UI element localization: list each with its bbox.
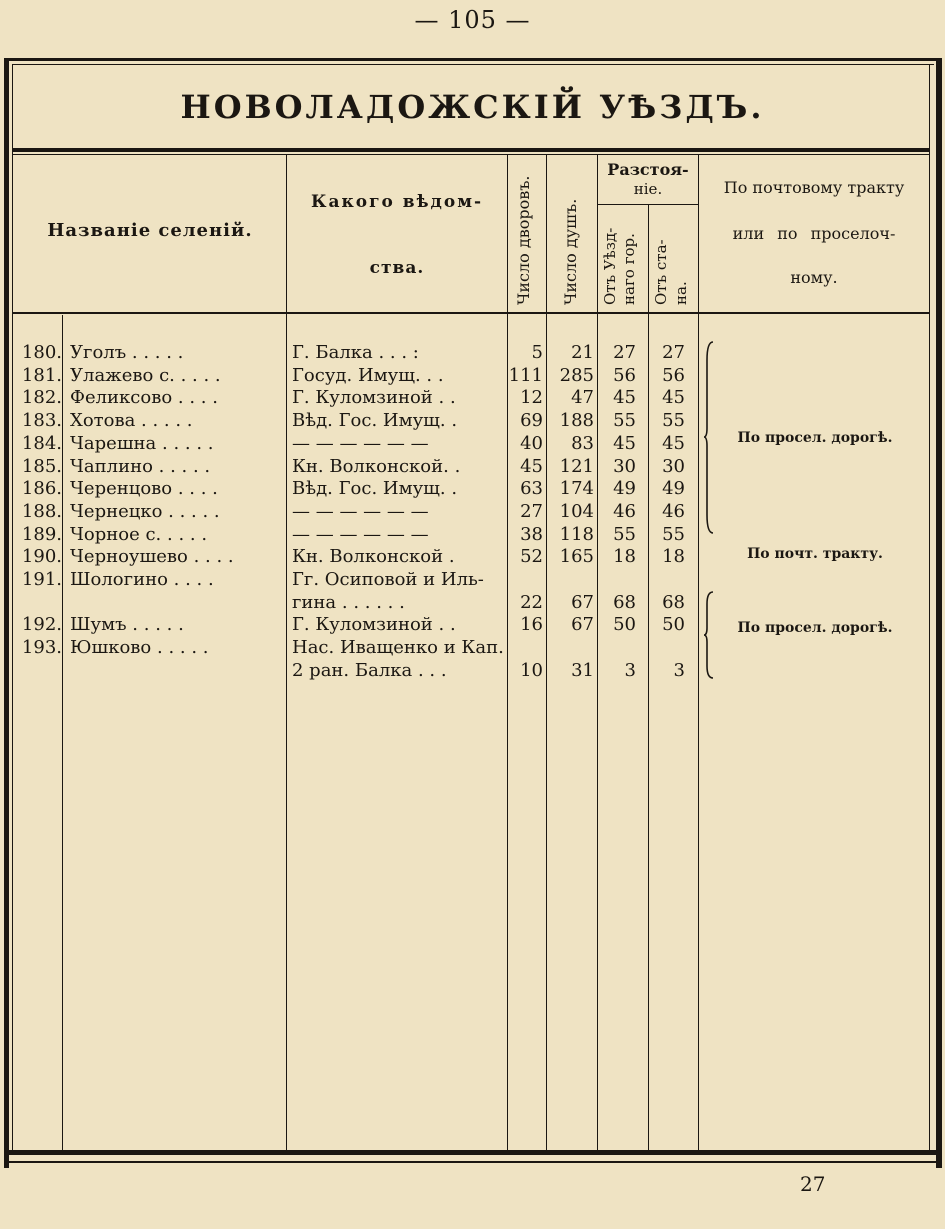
households-count: 40 <box>520 432 543 454</box>
distance-uezd: 30 <box>613 455 636 477</box>
department: — — — — — — <box>292 523 429 545</box>
header-name: Названіе селеній. <box>47 220 253 241</box>
header-ot-uezd-line1: Отъ Уѣзд- <box>601 227 619 305</box>
department: Г. Куломзиной . . <box>292 387 456 409</box>
distance-stan: 18 <box>662 546 685 568</box>
households-count: 12 <box>520 387 543 409</box>
frame-border <box>4 58 942 61</box>
settlement-name: Шологино . . . . <box>70 569 214 590</box>
header-dush: Число душъ. <box>561 198 580 305</box>
frame-border <box>4 1161 942 1163</box>
distance-stan: 49 <box>662 478 685 500</box>
households-count: 16 <box>520 614 543 636</box>
row-number: 191. <box>21 569 62 590</box>
souls-count: 285 <box>559 364 594 386</box>
settlement-name: Чарешна . . . . . <box>70 432 214 454</box>
distance-uezd: 68 <box>613 591 636 613</box>
distance-stan: 50 <box>662 614 685 636</box>
distance-uezd: 49 <box>613 478 636 500</box>
households-count: 27 <box>520 500 543 522</box>
department: — — — — — — <box>292 432 429 454</box>
distance-uezd: 46 <box>613 500 636 522</box>
header-distance-line2: ніе. <box>633 180 663 198</box>
header-dvorov: Число дворовъ. <box>514 175 533 305</box>
settlement-name: Уголъ . . . . . <box>70 342 184 363</box>
row-number: 184. <box>21 432 62 454</box>
settlement-name: Шумъ . . . . . <box>70 614 184 636</box>
header-ot-stana-line1: Отъ ста- <box>652 239 670 305</box>
department: — — — — — — <box>292 500 429 522</box>
distance-uezd: 18 <box>613 546 636 568</box>
sheet-number: 27 <box>800 1172 826 1196</box>
distance-uezd: 55 <box>613 410 636 432</box>
department: Кн. Волконской. . <box>292 455 461 477</box>
table-row <box>0 341 945 364</box>
souls-count: 67 <box>571 591 594 613</box>
title-rule <box>12 148 930 152</box>
department: Вѣд. Гос. Имущ. . <box>292 478 458 500</box>
table-row <box>0 455 945 478</box>
households-count: 69 <box>520 410 543 432</box>
settlement-name: Феликсово . . . . <box>70 387 218 409</box>
households-count: 10 <box>520 659 543 681</box>
table-row <box>0 659 945 682</box>
distance-stan: 56 <box>662 364 685 386</box>
distance-stan: 45 <box>662 432 685 454</box>
distance-stan: 45 <box>662 387 685 409</box>
department: 2 ран. Балка . . . <box>292 659 447 681</box>
distance-uezd: 3 <box>624 659 636 681</box>
department: Нас. Иващенко и Кап. <box>292 637 504 659</box>
page-number: — 105 — <box>414 6 531 34</box>
table-row <box>0 477 945 500</box>
distance-uezd: 55 <box>613 523 636 545</box>
souls-count: 67 <box>571 614 594 636</box>
souls-count: 104 <box>559 500 594 522</box>
frame-border <box>4 1150 942 1155</box>
title-rule <box>12 154 930 155</box>
row-number: 180. <box>21 342 62 363</box>
table-row <box>0 500 945 523</box>
department: Госуд. Имущ. . . <box>292 364 444 386</box>
row-number: 186. <box>21 478 62 500</box>
row-number: 183. <box>21 410 62 432</box>
households-count: 5 <box>531 342 543 363</box>
header-dept-line2: ства. <box>369 258 425 278</box>
souls-count: 83 <box>571 432 594 454</box>
settlement-name: Черенцово . . . . <box>70 478 218 500</box>
department: гина . . . . . . <box>292 591 405 613</box>
frame-border <box>12 64 934 65</box>
header-rule <box>12 312 930 314</box>
row-number: 192. <box>21 614 62 636</box>
header-ot-uezd-line2: наго гор. <box>620 233 638 305</box>
souls-count: 47 <box>571 387 594 409</box>
row-number: 181. <box>21 364 62 386</box>
distance-stan: 55 <box>662 410 685 432</box>
households-count: 63 <box>520 478 543 500</box>
row-number: 189. <box>21 523 62 545</box>
uezd-title: НОВОЛАДОЖСКІЙ УѢЗДЪ. <box>180 88 765 126</box>
households-count: 22 <box>520 591 543 613</box>
row-number: 188. <box>21 500 62 522</box>
souls-count: 174 <box>559 478 594 500</box>
settlement-name: Улажево с. . . . . <box>70 364 221 386</box>
households-count: 38 <box>520 523 543 545</box>
row-number: 185. <box>21 455 62 477</box>
distance-header-rule <box>597 204 698 205</box>
table-row <box>0 386 945 409</box>
distance-uezd: 56 <box>613 364 636 386</box>
note-prosel-2: По просел. дорогѣ. <box>737 620 893 636</box>
settlement-name: Чернецко . . . . . <box>70 500 220 522</box>
settlement-name: Черноушево . . . . <box>70 546 234 568</box>
souls-count: 21 <box>571 342 594 363</box>
note-prosel-1: По просел. дорогѣ. <box>737 430 893 446</box>
row-number: 193. <box>21 637 62 659</box>
distance-uezd: 27 <box>613 342 636 363</box>
header-ot-stana-line2: на. <box>672 281 690 305</box>
header-dept-line1: Какого вѣдом- <box>310 192 484 212</box>
table-row <box>0 636 945 659</box>
settlement-name: Чорное с. . . . . <box>70 523 208 545</box>
distance-stan: 30 <box>662 455 685 477</box>
souls-count: 118 <box>559 523 594 545</box>
distance-stan: 27 <box>662 342 685 363</box>
table-row <box>0 568 945 591</box>
header-route-line1: По почтовому тракту <box>723 178 905 197</box>
department: Г. Куломзиной . . <box>292 614 456 636</box>
distance-stan: 68 <box>662 591 685 613</box>
note-pocht: По почт. тракту. <box>747 546 883 562</box>
distance-stan: 3 <box>673 659 685 681</box>
households-count: 45 <box>520 455 543 477</box>
settlement-name: Хотова . . . . . <box>70 410 193 432</box>
header-route-line3: ному. <box>790 268 838 287</box>
department: Г. Балка . . . : <box>292 342 419 363</box>
department: Гг. Осиповой и Иль- <box>292 569 484 590</box>
souls-count: 188 <box>559 410 594 432</box>
table-row <box>0 364 945 387</box>
distance-stan: 55 <box>662 523 685 545</box>
header-route-line2: или по проселоч- <box>732 224 896 243</box>
department: Кн. Волконской . <box>292 546 455 568</box>
households-count: 52 <box>520 546 543 568</box>
table-row <box>0 409 945 432</box>
distance-uezd: 45 <box>613 432 636 454</box>
row-number: 190. <box>21 546 62 568</box>
households-count: 111 <box>508 364 543 386</box>
distance-uezd: 50 <box>613 614 636 636</box>
settlement-name: Юшково . . . . . <box>70 637 209 659</box>
distance-stan: 46 <box>662 500 685 522</box>
souls-count: 121 <box>559 455 594 477</box>
souls-count: 165 <box>559 546 594 568</box>
department: Вѣд. Гос. Имущ. . <box>292 410 458 432</box>
souls-count: 31 <box>571 659 594 681</box>
table-row <box>0 523 945 546</box>
row-number: 182. <box>21 387 62 409</box>
settlement-name: Чаплино . . . . . <box>70 455 211 477</box>
distance-uezd: 45 <box>613 387 636 409</box>
header-distance-line1: Разстоя- <box>607 160 689 179</box>
table-row <box>0 591 945 614</box>
